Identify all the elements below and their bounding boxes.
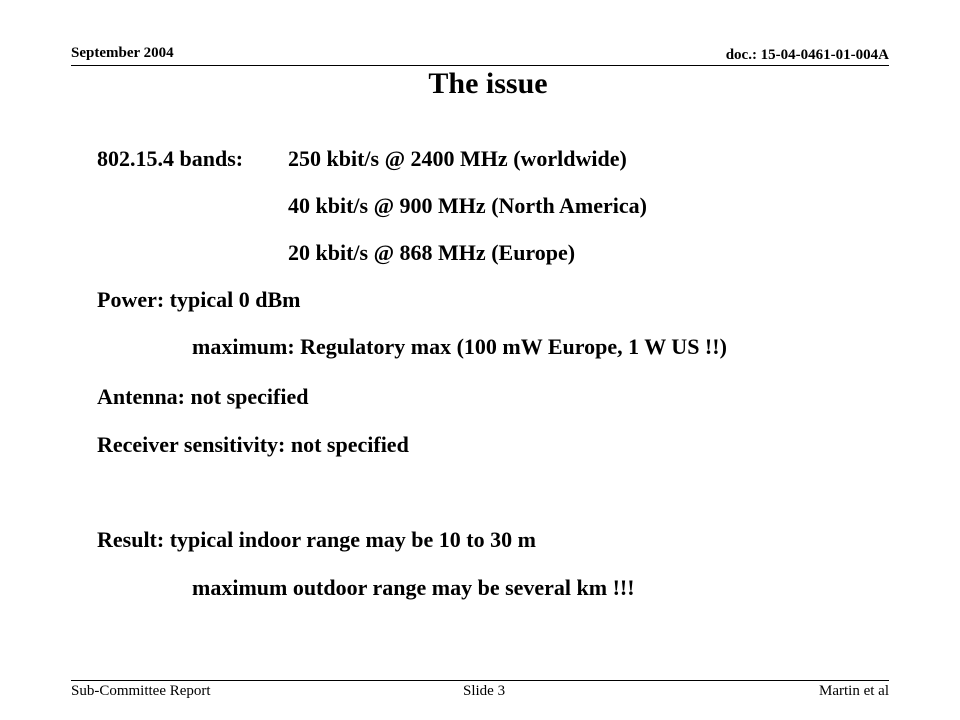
header-doc-id: doc.: 15-04-0461-01-004A	[725, 47, 889, 63]
header-date: September 2004	[71, 45, 174, 61]
receiver-line: Receiver sensitivity: not specified	[97, 432, 409, 457]
antenna-line: Antenna: not specified	[97, 384, 309, 409]
result-max-line: maximum outdoor range may be several km !!!	[192, 575, 635, 600]
band-868: 20 kbit/s @ 868 MHz (Europe)	[288, 240, 576, 265]
band-2400: 250 kbit/s @ 2400 MHz (worldwide)	[288, 146, 627, 171]
result-line: Result: typical indoor range may be 10 to 30 m	[97, 527, 536, 552]
footer-rule	[71, 680, 889, 681]
header-rule	[71, 65, 889, 66]
slide-title: The issue	[428, 67, 548, 100]
power-max-line: maximum: Regulatory max (100 mW Europe, 1 W US !!)	[192, 334, 727, 359]
footer-left: Sub-Committee Report	[71, 683, 211, 699]
power-line: Power: typical 0 dBm	[97, 287, 301, 312]
footer-author: Martin et al	[819, 683, 889, 699]
band-900: 40 kbit/s @ 900 MHz (North America)	[288, 193, 647, 218]
footer-slide-number: Slide 3	[463, 683, 506, 699]
bands-label: 802.15.4 bands:	[97, 146, 244, 171]
